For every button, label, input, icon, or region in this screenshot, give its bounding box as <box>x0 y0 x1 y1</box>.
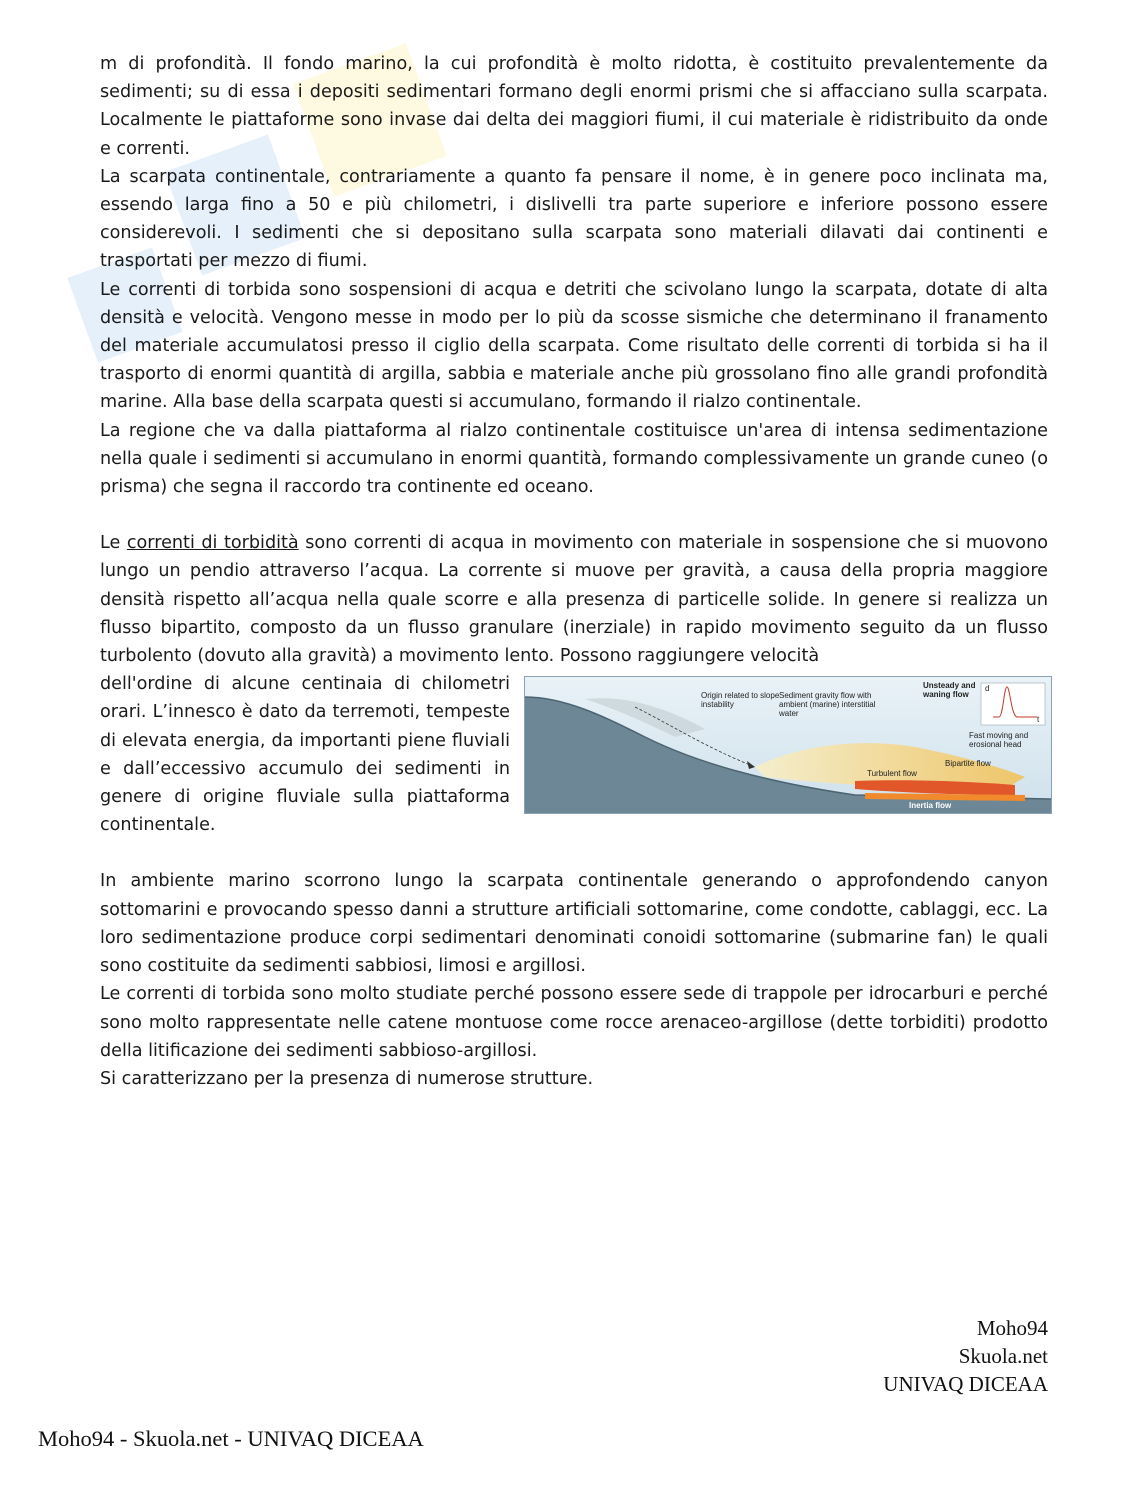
label-inertia: Inertia flow <box>909 801 952 811</box>
document-body <box>100 50 1048 1093</box>
page-footer: Moho94 - Skuola.net - UNIVAQ DICEAA <box>38 1426 424 1451</box>
paragraph <box>100 529 1048 670</box>
turbidity-current-diagram <box>524 676 1052 814</box>
paragraph: dell'ordine di alcune centinaia di chilometri orari. L’innesco è dato da terremoti, tempeste di elevata energia, da importanti piene fluviali e dall’eccessivo accumulo dei sedimenti in genere di origine fluviale sulla piattaforma continentale. <box>100 674 510 836</box>
paragraph: m di profondità. Il fondo marino, la cui profondità è molto ridotta, è costituito prevalentemente da sedimenti; su di essa i depositi sedimentari formano degli enormi prismi che si affacciano sulla scarpata. Localmente le piattaforme sono invase dai delta dei maggiori fiumi, il cui materiale è ridistribuito da onde e correnti. <box>100 54 1048 159</box>
paragraph: La regione che va dalla piattaforma al rialzo continentale costituisce un'area di intensa sedimentazione nella quale i sedimenti si accumulano in enormi quantità, formando complessivamente un grande cuneo (o prisma) che segna il raccordo tra continente ed oceano. <box>100 420 1048 498</box>
label-unsteady: Unsteady and waning flow <box>923 681 976 700</box>
label-bipartite: Bipartite flow <box>945 759 991 769</box>
paragraph-gap <box>100 501 1048 529</box>
signature-block <box>883 1314 1048 1398</box>
text-run: sono correnti di acqua in movimento con materiale in sospensione che si muovono lungo un pendio attraverso l’acqua. La corrente si muove per gravità, a causa della propria maggiore densità rispetto all’acqua nella quale scorre e alla presenza di particelle solide. In genere si realizza un flusso bipartito, composto da un flusso granulare (inerziale) in rapido movimento seguito da un flusso turbolento (dovuto alla gravità) a movimento lento. Possono raggiungere velocità <box>100 533 1048 667</box>
label-turbulent: Turbulent flow <box>867 769 917 779</box>
text-run: Le <box>100 533 127 554</box>
graph-y-label: d <box>985 684 990 694</box>
paragraph-gap <box>100 839 1048 867</box>
underlined-term: correnti di torbidità <box>126 533 299 554</box>
label-head: Fast moving and erosional head <box>969 731 1029 750</box>
signature-line: UNIVAQ DICEAA <box>883 1372 1048 1396</box>
paragraph: Le correnti di torbida sono molto studiate perché possono essere sede di trappole per idrocarburi e perché sono molto rappresentate nelle catene montuose come rocce arenaceo-argillose (dette torbiditi) prodotto della litificazione dei sedimenti sabbioso-argillosi. <box>100 984 1048 1061</box>
signature-line: Moho94 <box>976 1316 1048 1340</box>
label-origin: Origin related to slope instability <box>701 691 780 710</box>
paragraph: In ambiente marino scorrono lungo la scarpata continentale generando o approfondendo canyon sottomarini e provocando spesso danni a strutture artificiali sottomarine, come condotte, cablaggi, ecc. La loro sedimentazione produce corpi sedimentari denominati conoidi sottomarine (submarine fan) le quali sono costituite da sedimenti sabbiosi, limosi e argillosi. <box>100 871 1048 977</box>
label-gravity-flow: Sediment gravity flow with ambient (marine) interstitial water <box>779 691 876 719</box>
paragraph: La scarpata continentale, contrariamente a quanto fa pensare il nome, è in genere poco inclinata ma, essendo larga fino a 50 e più chilometri, i dislivelli tra parte superiore e inferiore possono essere considerevoli. I sedimenti che si depositano sulla scarpata sono materiali dilavati dai continenti e trasportati per mezzo di fiumi. <box>100 166 1048 272</box>
paragraph: Si caratterizzano per la presenza di numerose strutture. <box>100 1068 594 1089</box>
paragraph: Le correnti di torbida sono sospensioni di acqua e detriti che scivolano lungo la scarpata, dotate di alta densità e velocità. Vengono messe in modo per lo più da scosse sismiche che determinano il franamento del materiale accumulatosi presso il ciglio della scarpata. Come risultato delle correnti di torbida si ha il trasporto di enormi quantità di argilla, sabbia e materiale anche più grossolano fino alle grandi profondità marine. Alla base della scarpata questi si accumulano, formando il rialzo continentale. <box>100 279 1048 413</box>
graph-x-label: t <box>1037 715 1040 725</box>
signature-line: Skuola.net <box>958 1344 1048 1368</box>
